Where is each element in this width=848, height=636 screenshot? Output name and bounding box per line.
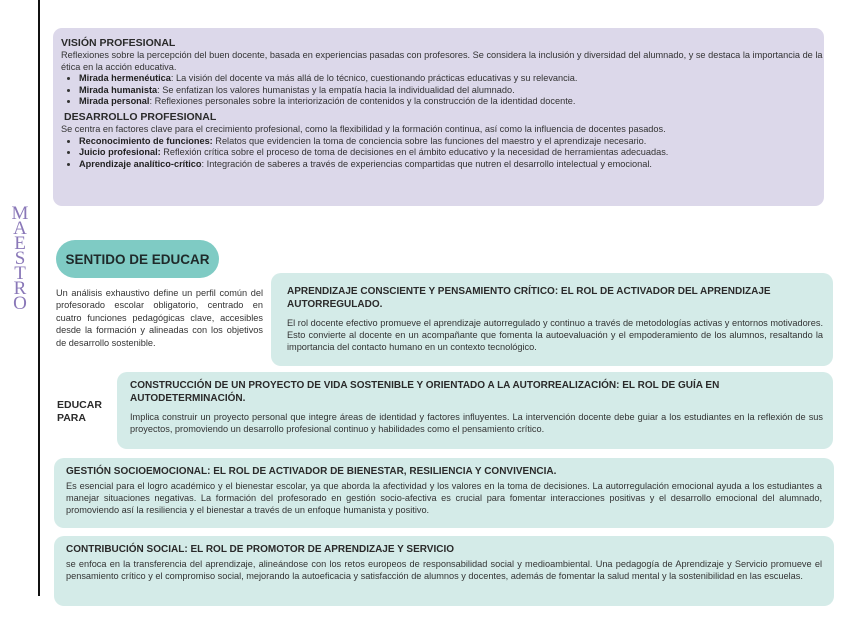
list-item-desc: : La visión del docente va más allá de lo técnico, cuestionando prácticas educativas y su relevancia. <box>170 73 578 84</box>
vision-title: VISIÓN PROFESIONAL <box>61 37 176 49</box>
role-box-contribucion-social <box>54 536 834 606</box>
side-label-letter: E <box>14 233 26 254</box>
side-label-letter: A <box>13 218 27 239</box>
sentido-intro-text: Un análisis exhaustivo define un perfil común del profesorado escolar obligatorio, centrado en cuatro funciones pedagógicas clave, accesibles desde la formación y alineadas con los objetivos de desarrollo sostenible. <box>56 288 263 348</box>
side-label-letter: O <box>13 293 27 314</box>
list-item <box>79 147 824 159</box>
list-item <box>79 159 824 171</box>
vision-text: Reflexiones sobre la percepción del buen docente, basada en experiencias pasadas con profesores. Se considera la inclusión y diversidad del alumnado, y se destaca la importancia de la ética en la acción educativa. <box>61 50 823 72</box>
list-item-term: Mirada hermenéutica <box>79 73 171 84</box>
list-item-term: Mirada humanista <box>79 84 158 95</box>
side-label-maestro <box>10 203 30 314</box>
list-item-term: Reconocimiento de funciones: <box>79 135 213 146</box>
role-box-aprendizaje-consciente <box>271 273 833 366</box>
role-box-text: Es esencial para el logro académico y el bienestar escolar, ya que aborda la afectividad y los valores en la toma de decisiones. La autorregulación emocional ayuda a los estudiantes a manejar situaciones negativas. La formación del profesorado en gestión socio-afectiva es crucial para fomentar interacciones positivas y el desarrollo emocional del alumnado, promoviendo así la resiliencia y el bienestar a través de un enfoque humanista y positivo. <box>66 480 822 515</box>
list-item <box>79 136 824 148</box>
list-item <box>79 96 824 108</box>
role-box-title: CONSTRUCCIÓN DE UN PROYECTO DE VIDA SOSTENIBLE Y ORIENTADO A LA AUTORREALIZACIÓN: EL ROL DE GUÍA EN AUTODETERMINACIÓN. <box>130 380 720 404</box>
side-label-letter: M <box>11 203 29 224</box>
side-label-letter: T <box>14 263 26 284</box>
vision-list <box>61 73 824 108</box>
list-item <box>79 73 824 85</box>
list-item-desc: : Reflexiones personales sobre la interiorización de contenidos y la construcción de la identidad docente. <box>149 96 576 107</box>
list-item-desc: Reflexión crítica sobre el proceso de toma de decisiones en el ámbito educativo y la necesidad de herramientas adecuadas. <box>160 147 669 158</box>
role-box-text: Implica construir un proyecto personal que integre áreas de identidad y factores influyentes. La intervención docente debe guiar a los estudiantes en la reflexión de sus proyectos, promoviendo un desarrollo profesional continuo y habilidades como el pensamiento crítico. <box>130 412 823 435</box>
role-box-proyecto-de-vida <box>117 372 833 449</box>
list-item <box>79 85 824 97</box>
list-item-term: Mirada personal <box>79 96 150 107</box>
role-box-text: se enfoca en la transferencia del aprendizaje, alineándose con los retos europeos de responsabilidad social y medioambiental. Una pedagogía de Aprendizaje y Servicio promueve el pensamiento crítico y el compromiso social, mejorando la autoeficacia y satisfacción de alumnos y docentes, además de fomentar la salud mental y la sostenibilidad en las escuelas. <box>66 558 822 581</box>
vertical-divider-line <box>38 0 40 596</box>
side-label-letter: R <box>13 278 27 299</box>
desarrollo-title: DESARROLLO PROFESIONAL <box>64 110 217 123</box>
desarrollo-list <box>61 136 824 171</box>
side-label-letter: S <box>14 248 26 269</box>
list-item-term: Juicio profesional: <box>79 147 161 158</box>
list-item-desc: : Se enfatizan los valores humanistas y la empatía hacia la individualidad del alumnado. <box>157 84 515 95</box>
role-box-gestion-socioemocional <box>54 458 834 528</box>
list-item-term: Aprendizaje analítico-crítico <box>79 158 202 169</box>
role-box-text: El rol docente efectivo promueve el aprendizaje autorregulado y continuo a través de metodologías activas y entornos motivadores. Esto convierte al docente en un acompañante que fomenta la autoevaluación y el empoderamiento de los alumnos, resaltando la importancia del contacto humano en un contexto tecnológico. <box>287 318 823 353</box>
role-box-title: CONTRIBUCIÓN SOCIAL: EL ROL DE PROMOTOR DE APRENDIZAJE Y SERVICIO <box>66 544 455 555</box>
role-box-title: GESTIÓN SOCIOEMOCIONAL: EL ROL DE ACTIVADOR DE BIENESTAR, RESILIENCIA Y CONVIVENCIA. <box>66 466 557 477</box>
desarrollo-text: Se centra en factores clave para el crecimiento profesional, como la flexibilidad y la formación continua, así como la influencia de docentes pasados. <box>61 123 666 134</box>
list-item-desc: Relatos que evidencien la toma de conciencia sobre las funciones del maestro y el aprendizaje necesario. <box>212 135 647 146</box>
role-box-title: APRENDIZAJE CONSCIENTE Y PENSAMIENTO CRÍTICO: EL ROL DE ACTIVADOR DEL APRENDIZAJE AUTORREGULADO. <box>287 286 771 310</box>
vision-desarrollo-panel <box>53 28 824 206</box>
list-item-desc: : Integración de saberes a través de experiencias compartidas que nutren el desarrollo intelectual y emocional. <box>201 158 652 169</box>
sentido-de-educar-pill: SENTIDO DE EDUCAR <box>56 240 219 278</box>
educar-para-label: EDUCAR PARA <box>57 399 102 424</box>
